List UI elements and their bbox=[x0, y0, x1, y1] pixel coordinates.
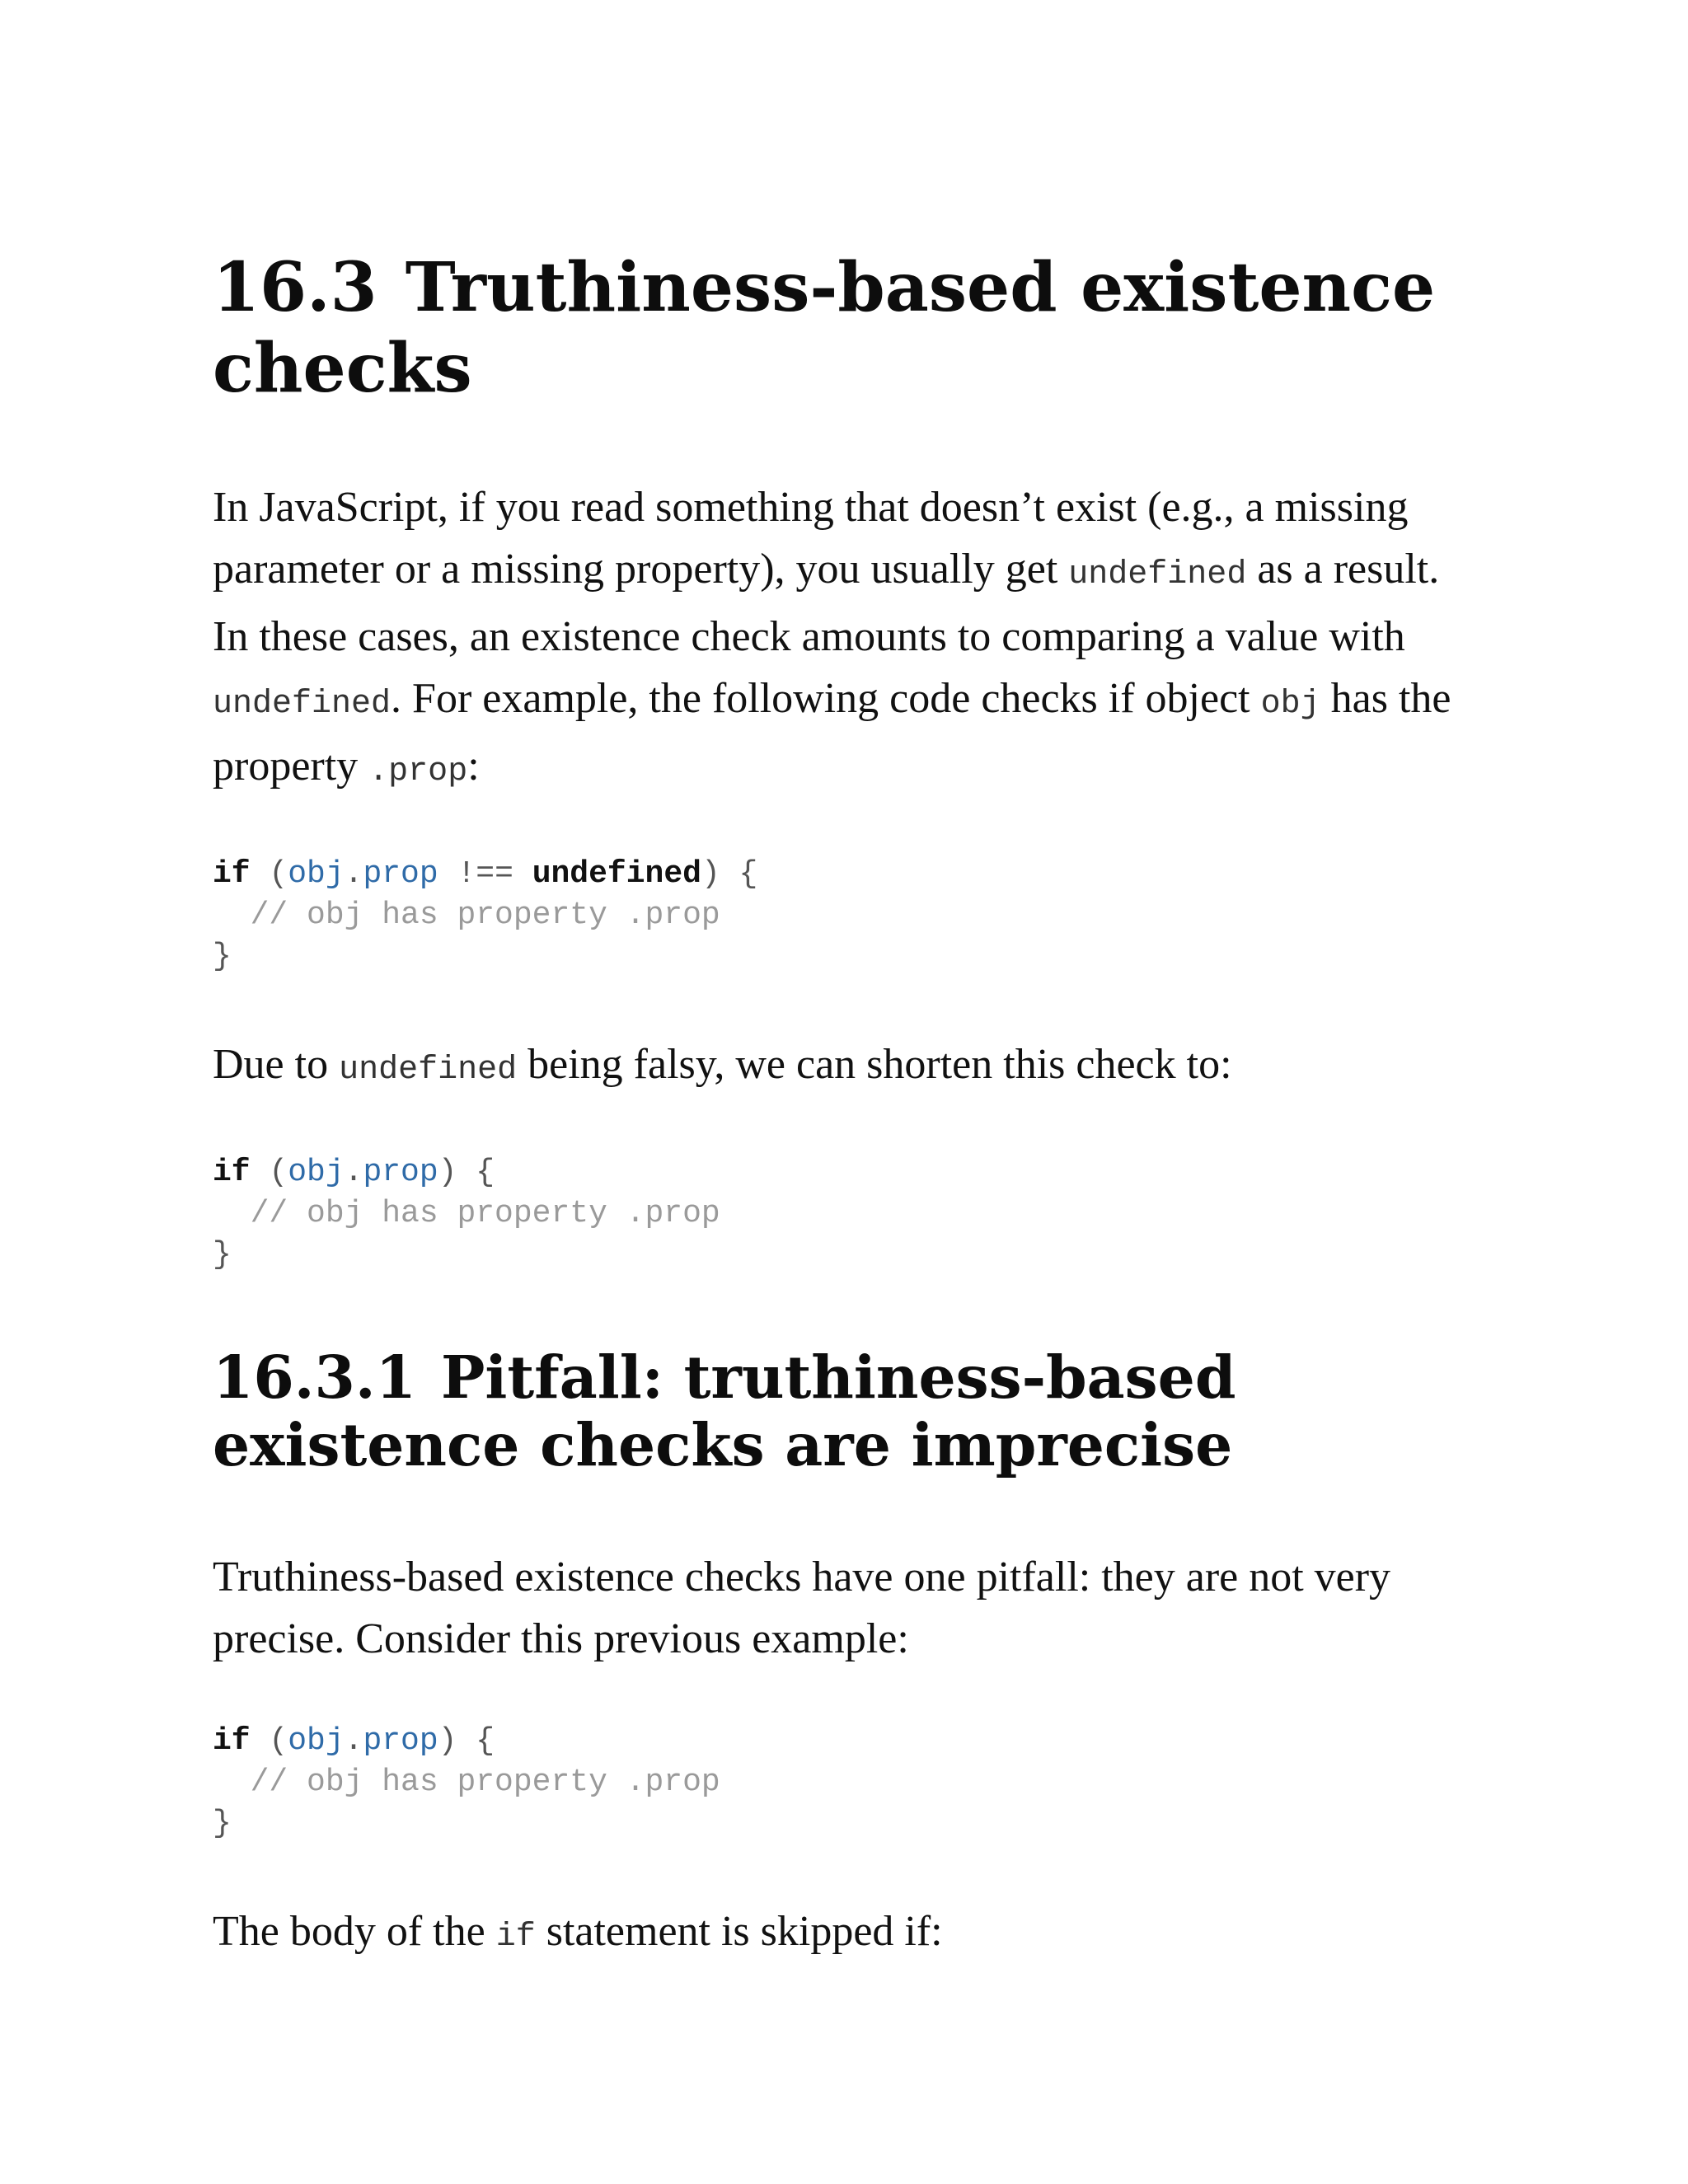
keyword: undefined bbox=[532, 856, 701, 892]
identifier: obj bbox=[288, 1723, 345, 1759]
code-block-3 bbox=[213, 1721, 1482, 1844]
inline-code: .prop bbox=[368, 753, 468, 790]
punctuation: ) { bbox=[701, 856, 758, 892]
inline-code: undefined bbox=[1068, 556, 1247, 593]
paragraph-3: Truthiness-based existence checks have one pitfall: they are not very precise. Consider this previous example: bbox=[213, 1554, 1391, 1662]
punctuation: ( bbox=[250, 856, 288, 892]
inline-code: undefined bbox=[339, 1052, 518, 1089]
punctuation: ( bbox=[250, 1723, 288, 1759]
keyword: if bbox=[213, 1723, 251, 1759]
text-run: being falsy, we can shorten this check to: bbox=[517, 1041, 1232, 1088]
keyword: if bbox=[213, 1155, 251, 1190]
text-run: : bbox=[467, 743, 480, 790]
code-block-1 bbox=[213, 854, 1482, 977]
identifier: prop bbox=[363, 1723, 438, 1759]
paragraph-4 bbox=[213, 1900, 1482, 1968]
identifier: obj bbox=[288, 856, 345, 892]
section-heading bbox=[213, 247, 1482, 409]
page-content bbox=[213, 247, 1482, 1968]
text-run: In JavaScript, if you read something that doesn’t exist (e.g., a missing parameter or a missing property), you usually get bbox=[213, 484, 1409, 593]
code-comment: // obj has property .prop bbox=[213, 1196, 720, 1231]
subsection-title: Pitfall: truthiness-based existence checks are imprecise bbox=[213, 1343, 1236, 1479]
text-run: . For example, the following code checks if object bbox=[391, 675, 1261, 722]
punctuation: . bbox=[344, 1155, 363, 1190]
text-run: Due to bbox=[213, 1041, 340, 1088]
keyword: if bbox=[213, 856, 251, 892]
identifier: obj bbox=[288, 1155, 345, 1190]
paragraph-2 bbox=[213, 1033, 1482, 1101]
section-number: 16.3 bbox=[213, 248, 377, 327]
subsection-heading bbox=[213, 1343, 1482, 1479]
punctuation: . bbox=[344, 856, 363, 892]
punctuation: ( bbox=[250, 1155, 288, 1190]
text-run: as a result. In these cases, an existence check amounts to comparing a value with bbox=[213, 546, 1440, 660]
inline-code: undefined bbox=[213, 686, 392, 723]
punctuation: . bbox=[344, 1723, 363, 1759]
code-comment: // obj has property .prop bbox=[213, 898, 720, 933]
inline-code: if bbox=[495, 1919, 536, 1956]
punctuation: } bbox=[213, 939, 232, 974]
operator: !== bbox=[438, 856, 532, 892]
inline-code: obj bbox=[1260, 686, 1320, 723]
code-block-2 bbox=[213, 1152, 1482, 1276]
section-title: Truthiness-based existence checks bbox=[213, 248, 1436, 408]
punctuation: } bbox=[213, 1806, 232, 1841]
text-run: statement is skipped if: bbox=[535, 1908, 943, 1955]
identifier: prop bbox=[363, 1155, 438, 1190]
code-comment: // obj has property .prop bbox=[213, 1765, 720, 1800]
punctuation: ) { bbox=[438, 1155, 495, 1190]
identifier: prop bbox=[363, 856, 438, 892]
subsection-number: 16.3.1 bbox=[213, 1343, 417, 1412]
text-run: The body of the bbox=[213, 1908, 496, 1955]
punctuation: ) { bbox=[438, 1723, 495, 1759]
punctuation: } bbox=[213, 1237, 232, 1272]
intro-paragraph bbox=[213, 476, 1482, 803]
text-run: has the property bbox=[213, 675, 1451, 790]
